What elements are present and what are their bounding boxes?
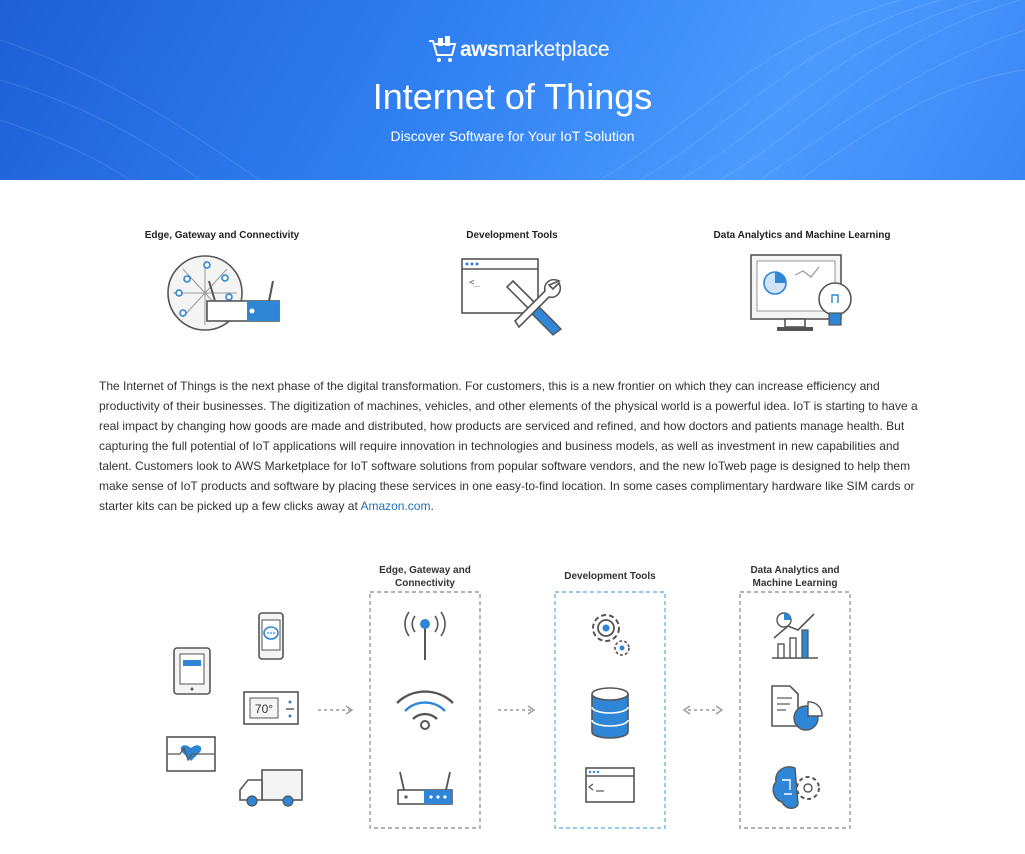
growth-chart-icon xyxy=(772,613,818,658)
wifi-icon xyxy=(397,692,453,729)
code-tools-icon xyxy=(447,251,577,337)
diagram-label-analytics-line2: Machine Learning xyxy=(752,578,838,589)
arrow-devices-to-edge xyxy=(318,706,352,714)
svg-text:<_: <_ xyxy=(469,278,480,288)
router-icon xyxy=(398,772,452,804)
intro-paragraph xyxy=(99,376,929,516)
category-development-tools[interactable] xyxy=(382,230,642,337)
diagram-label-edge-line1: Edge, Gateway and xyxy=(379,565,471,576)
database-icon xyxy=(592,688,628,738)
amazon-link[interactable]: Amazon.com xyxy=(360,499,431,513)
shopping-cart-icon xyxy=(428,36,458,64)
thermostat-reading: 70° xyxy=(254,702,274,716)
intro-end: . xyxy=(430,499,434,513)
category-label: Development Tools xyxy=(466,230,558,241)
gears-icon xyxy=(593,615,629,655)
tablet-icon xyxy=(174,648,210,694)
antenna-icon xyxy=(405,612,445,660)
analytics-monitor-icon xyxy=(737,251,867,337)
logo-marketplace-text: marketplace xyxy=(498,38,610,61)
diagram-label-devtools: Development Tools xyxy=(564,571,656,582)
brain-gear-icon xyxy=(773,767,819,808)
hero-banner xyxy=(0,0,1025,180)
category-label: Data Analytics and Machine Learning xyxy=(713,230,891,241)
aws-marketplace-logo[interactable] xyxy=(428,34,609,66)
logo-aws-text: aws xyxy=(460,38,499,61)
intro-text: The Internet of Things is the next phase of the digital transformation. For customers, this is a new frontier on which they can increase efficiency and productivity of their businesses. The digitization of machines, vehicles, and other elements of the physical world is a powerful idea. IoT is starting to have a real impact by changing how goods are made and distributed, how products are serviced and refined, and how doctors and patients manage health. But capturing the full potential of IoT applications will require innovation in technologies and business models, as well as investment in new capabilities and talent. Customers look to AWS Marketplace for IoT software solutions from popular software vendors, and the new IoTweb page is designed to help them make sense of IoT products and software by placing these services in one easy-to-find location. In some cases complimentary hardware like SIM cards or starter kits can be picked up a few clicks away at xyxy=(99,379,918,513)
category-data-analytics[interactable] xyxy=(672,230,932,337)
arrow-edge-to-devtools xyxy=(498,706,534,714)
router-network-icon xyxy=(157,251,287,337)
iot-flow-diagram xyxy=(0,540,1025,840)
thermostat-icon xyxy=(244,692,298,724)
delivery-truck-icon xyxy=(240,770,302,806)
diagram-label-edge-line2: Connectivity xyxy=(394,578,456,589)
heart-monitor-icon xyxy=(167,737,215,771)
category-edge-gateway[interactable] xyxy=(92,230,352,337)
arrow-devtools-analytics-bidirectional xyxy=(684,706,722,714)
smartphone-icon xyxy=(259,613,283,659)
report-piechart-icon xyxy=(772,686,822,730)
page-subtitle: Discover Software for Your IoT Solution xyxy=(390,128,635,144)
page-title: Internet of Things xyxy=(372,76,653,117)
terminal-window-icon xyxy=(586,768,634,802)
category-label: Edge, Gateway and Connectivity xyxy=(144,230,300,241)
diagram-label-analytics-line1: Data Analytics and xyxy=(750,565,840,576)
